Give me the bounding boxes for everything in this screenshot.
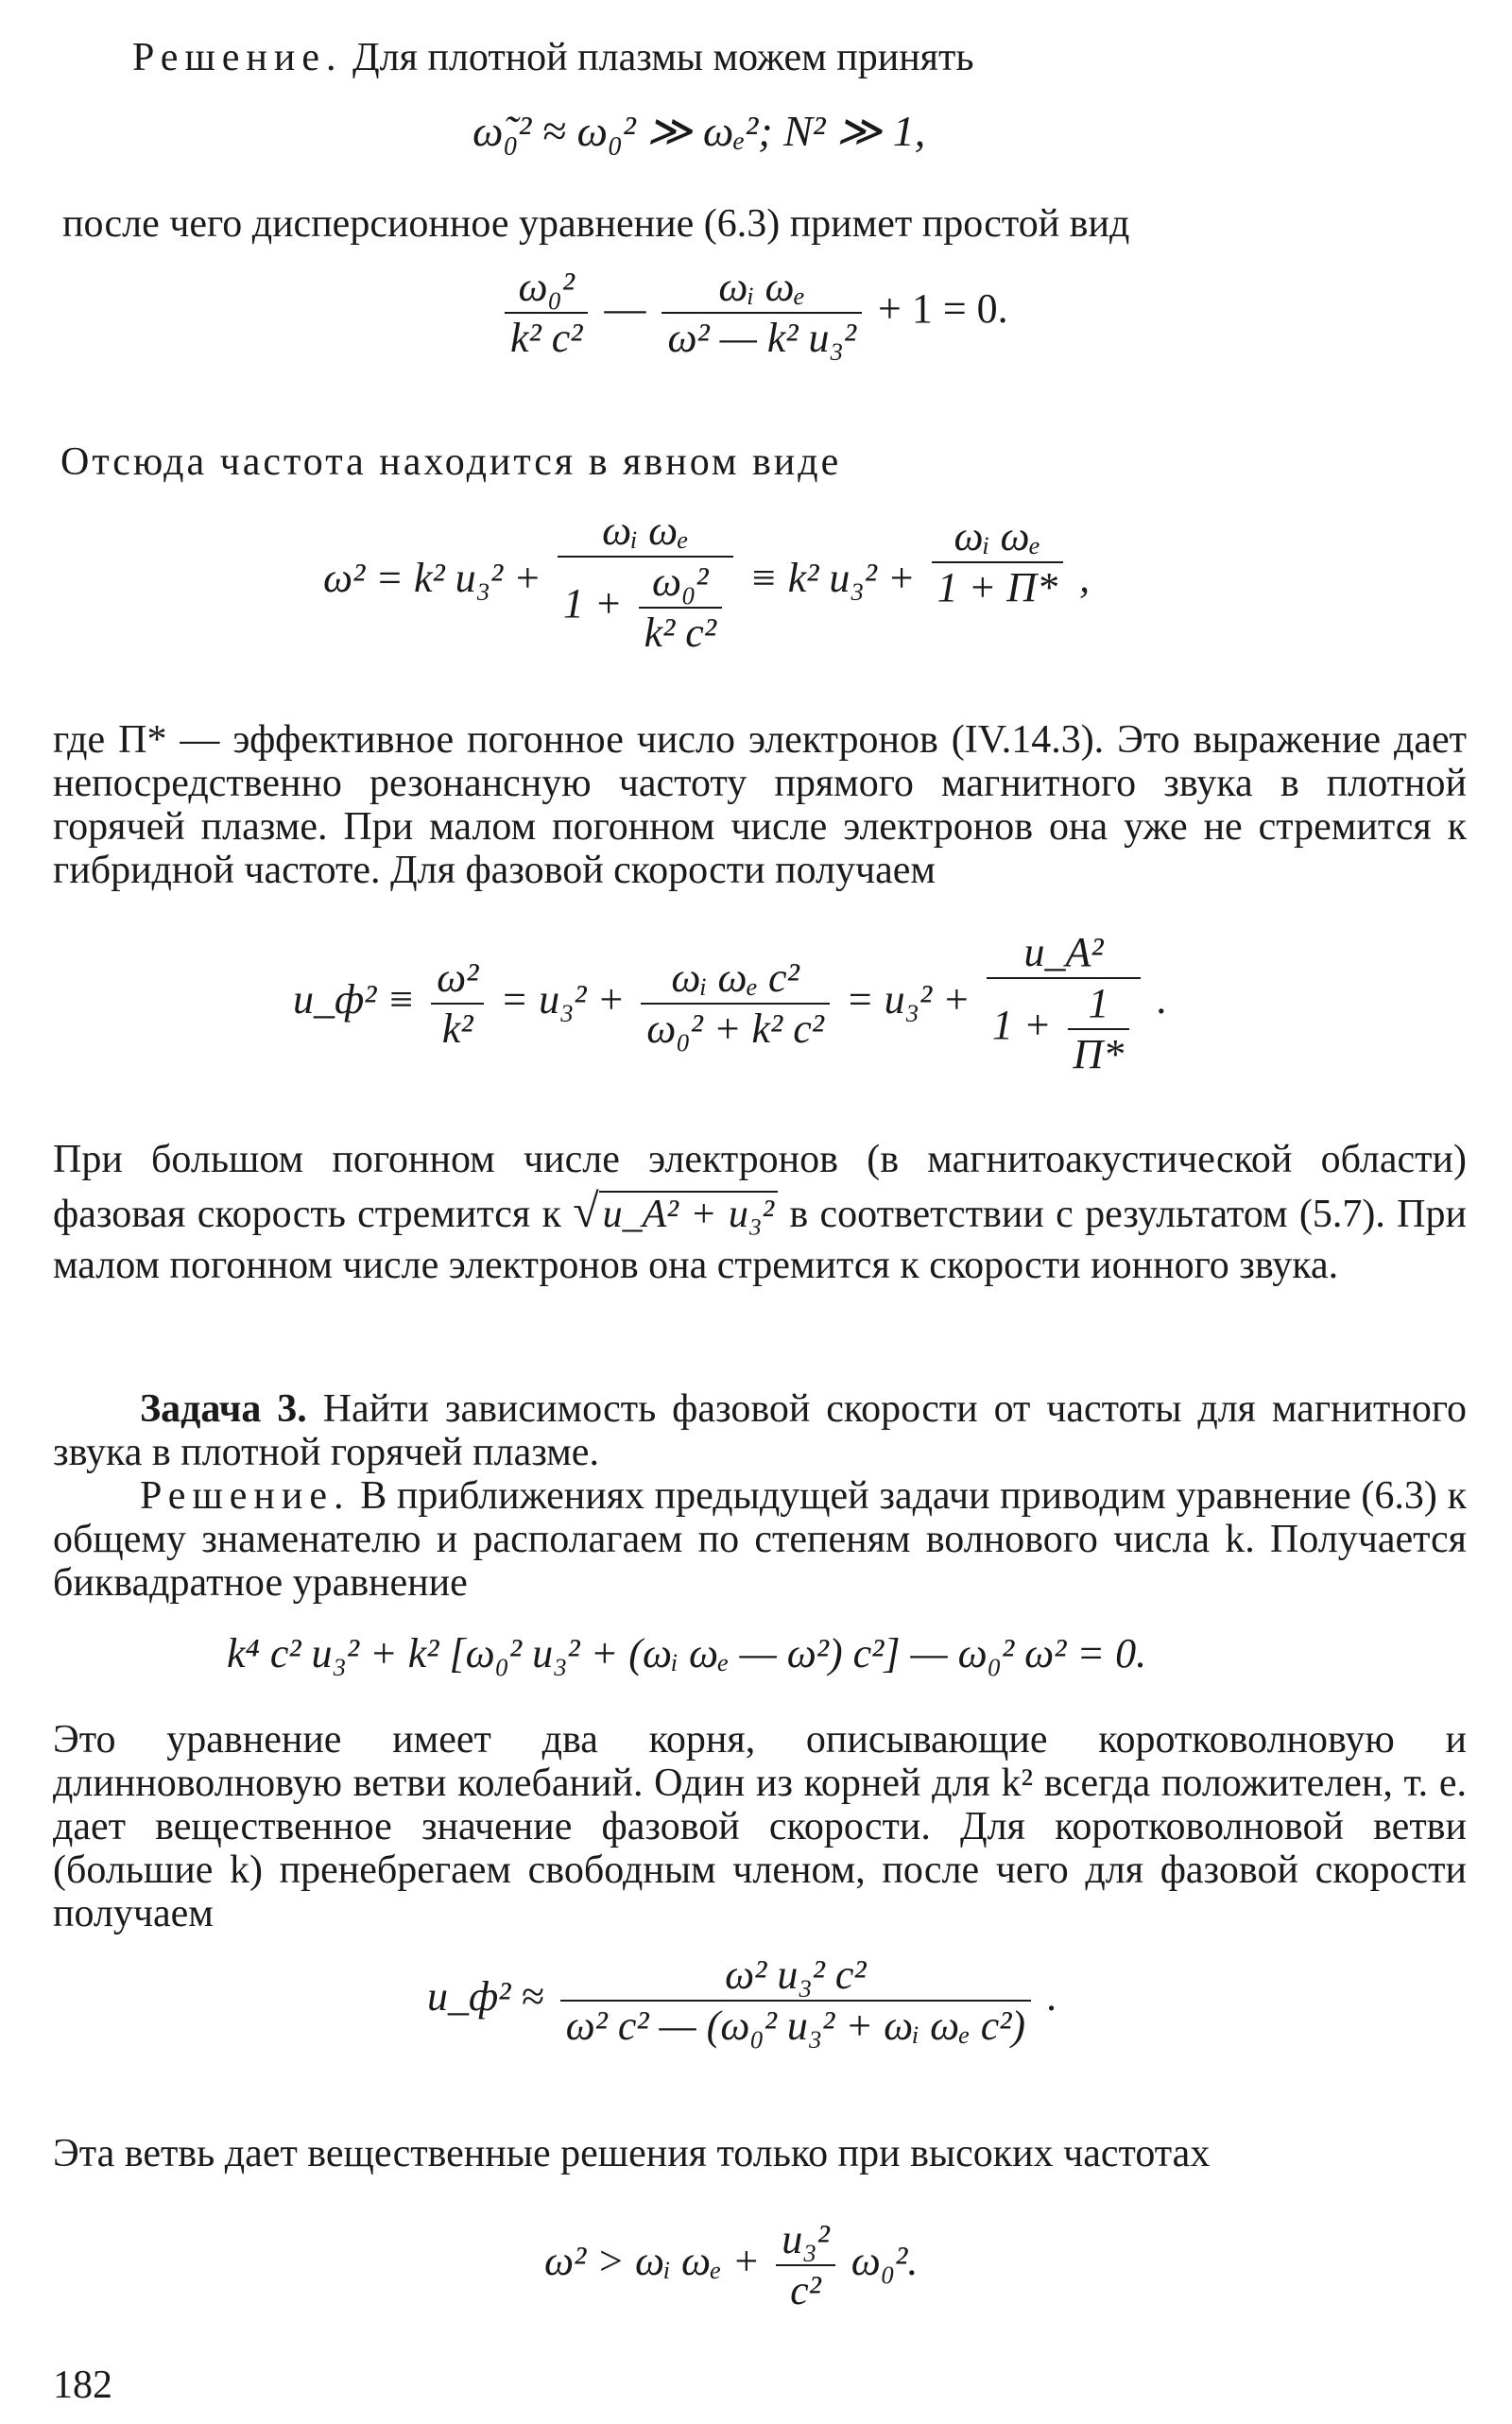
equation-7 bbox=[544, 2216, 919, 2313]
eq3-den bbox=[558, 558, 733, 654]
eq3-den-pre: 1 + bbox=[562, 580, 623, 627]
eq6-den: ω² c² — (ω₀² u₃² + ωᵢ ωₑ c²) bbox=[565, 2003, 1026, 2049]
eq4-m2: = u₃² + bbox=[845, 976, 971, 1023]
eq4-n1: ω² bbox=[431, 957, 484, 1005]
eq4-end: . bbox=[1157, 976, 1168, 1023]
eq4-n2: ωᵢ ωₑ c² bbox=[641, 957, 830, 1005]
equation-5: k⁴ c² u₃² + k² [ω₀² u₃² + (ωᵢ ωₑ — ω²) c²] — ω₀² ω² = 0. bbox=[227, 1630, 1147, 1676]
paragraph-9: Эта ветвь дает вещественные решения только при высоких частотах bbox=[53, 2132, 1211, 2175]
eq6-left: u_ф² ≈ bbox=[427, 1973, 544, 2020]
paragraph-5 bbox=[53, 1134, 1467, 1291]
paragraph-4: где П* — эффективное погонное число электронов (IV.14.3). Это выражение дает непосредственно резонансную частоту прямого магнитного звука в плотной горячей плазме. При малом погонном числе электронов она уже не стремится к гибридной частоте. Для фазовой скорости получаем bbox=[53, 718, 1467, 892]
eq2-den2: ω² — k² u₃² bbox=[667, 315, 857, 361]
p5-text-b: в соответствии с результатом (5.7). При малом погонном числе электронов она стремится к скорости ионного звука. bbox=[53, 1193, 1467, 1287]
eq2-num1: ω₀² bbox=[505, 266, 588, 314]
eq6-num: ω² u₃² c² bbox=[560, 1954, 1032, 2002]
sqrt-sign: √ bbox=[573, 1184, 599, 1237]
eq6-end: . bbox=[1047, 1973, 1058, 2020]
solution-label-2: Решение. bbox=[140, 1474, 351, 1518]
paragraph-solution-1 bbox=[53, 36, 1467, 79]
paragraph-text: Для плотной плазмы можем принять bbox=[342, 36, 974, 79]
eq4-left: u_ф² ≡ bbox=[293, 976, 416, 1023]
p5-text-a: При большом погонном числе электронов (в магнитоакустической области) фазовая скорость стремится к bbox=[53, 1138, 1467, 1236]
task-text: Найти зависимость фазовой скорости от частоты для магнитного звука в плотной горячей плазме. bbox=[53, 1387, 1468, 1474]
eq4-n3: u_A² bbox=[987, 932, 1141, 979]
eq2-tail: + 1 = 0. bbox=[878, 285, 1008, 333]
equation-3 bbox=[323, 507, 1091, 656]
eq3-den-num: ω₀² bbox=[639, 561, 722, 609]
solution-label: Решение. bbox=[132, 36, 343, 79]
page-number: 182 bbox=[53, 2364, 112, 2407]
paragraph-solution-2 bbox=[53, 1474, 1467, 1605]
eq4-m1: = u₃² + bbox=[500, 976, 626, 1023]
eq3-end: , bbox=[1079, 555, 1091, 602]
task-label: Задача 3. bbox=[140, 1387, 307, 1431]
paragraph-task-3 bbox=[53, 1387, 1467, 1474]
eq3-mid: ≡ k² u₃² + bbox=[749, 555, 916, 602]
equation-6 bbox=[427, 1951, 1058, 2049]
paragraph-8: Это уравнение имеет два корня, описывающие коротковолновую и длинноволновую ветви колебаний. Один из корней для k² всегда положителен, т. е. дает вещественное значение фазовой скорости. Для коротковолновой ветви (большие k) пренебрегаем свободным членом, после чего для фазовой скорости получаем bbox=[53, 1718, 1467, 1935]
equation-4 bbox=[293, 929, 1168, 1077]
eq4-d3 bbox=[987, 979, 1141, 1075]
eq3-den2: 1 + П* bbox=[936, 564, 1058, 611]
eq3-num: ωᵢ ωₑ bbox=[558, 510, 733, 558]
eq4-d2: ω₀² + k² c² bbox=[646, 1006, 824, 1052]
eq7-den: c² bbox=[790, 2267, 821, 2313]
eq7-end: ω₀². bbox=[850, 2238, 919, 2285]
eq3-left: ω² = k² u₃² + bbox=[323, 555, 541, 602]
eq4-d3-den: П* bbox=[1073, 1031, 1125, 1077]
eq7-num: u₃² bbox=[776, 2219, 835, 2266]
eq4-d3-pre: 1 + bbox=[991, 1002, 1052, 1049]
paragraph-3: Отсюда частота находится в явном виде bbox=[60, 440, 842, 484]
eq2-num2: ωᵢ ωₑ bbox=[662, 266, 862, 314]
equation-2: $\frac{\text{ω₀²}}{\text{k² c²}}$ — $\frac{\text{ωᵢ ωₑ}}{\text{ω² — k² u₃²}}$ + 1 = 0. bbox=[499, 266, 1008, 359]
eq4-d1: k² bbox=[441, 1006, 473, 1052]
eq4-d3-num: 1 bbox=[1068, 983, 1130, 1030]
solution-text-2: В приближениях предыдущей задачи приводим уравнение (6.3) к общему знаменателю и располагаем по степеням волнового числа k. Получается биквадратное уравнение bbox=[53, 1474, 1467, 1605]
p5-sqrt: u_A² + u₃² bbox=[599, 1191, 778, 1236]
eq7-left: ω² > ωᵢ ωₑ + bbox=[544, 2238, 761, 2285]
eq3-num2: ωᵢ ωₑ bbox=[932, 516, 1063, 563]
equation-1: ω̃₀² ≈ ω₀² ≫ ωₑ²; N² ≫ 1, bbox=[472, 107, 926, 155]
paragraph-2: после чего дисперсионное уравнение (6.3) примет простой вид bbox=[62, 202, 1130, 246]
eq3-den-den: k² c² bbox=[644, 610, 717, 656]
eq2-den1: k² c² bbox=[510, 315, 583, 361]
